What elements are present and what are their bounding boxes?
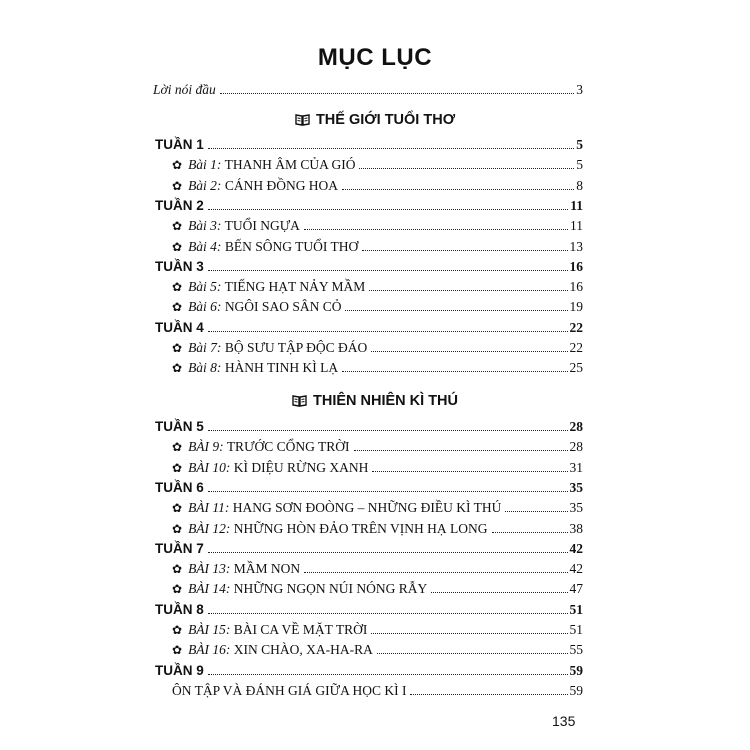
leader-dots [359,168,574,169]
page-ref: 5 [576,137,583,152]
lesson-title: BỘ SƯU TẬP ĐỘC ĐÁO [224,340,368,355]
entry-label [155,480,206,496]
toc-entry-lesson[interactable] [172,638,583,658]
leader-dots [377,653,568,654]
section-heading [0,393,750,411]
lesson-title: XIN CHÀO, XA-HA-RA [233,642,373,658]
page-ref: 47 [569,581,583,597]
entry-label [155,541,206,557]
toc-entry-lesson[interactable] [172,435,583,455]
leader-dots [371,633,567,634]
flower-bullet-icon: ✿ [172,341,183,355]
lesson-number: BÀI 9: [188,439,224,455]
week-label: TUẦN 2 [155,197,204,213]
page-ref: 28 [569,439,583,455]
toc-entry-week[interactable] [155,537,583,557]
entry-label [172,581,429,597]
leader-dots [345,310,567,311]
entry-label [172,683,408,699]
toc-entry-lesson[interactable] [172,214,583,234]
leader-dots [220,93,575,94]
lesson-title: TIẾNG HẠT NẢY MẦM [224,279,366,295]
page-ref: 8 [576,177,583,193]
entry-label [172,561,302,577]
flower-bullet-icon: ✿ [172,521,183,536]
lesson-number: BÀI 11: [188,500,230,516]
page-ref: 16 [569,279,583,295]
toc-entry-lesson[interactable] [172,235,583,255]
page-ref: 5 [576,157,583,173]
toc-entry-review[interactable] [172,679,583,699]
lesson-number: Bài 2: [188,177,222,193]
lesson-title: BẾN SÔNG TUỔI THƠ [224,238,359,254]
toc-entry-lesson[interactable] [172,153,583,173]
toc-entry-intro[interactable] [153,78,583,98]
page-ref: 16 [569,258,583,274]
lesson-title: NHỮNG HÒN ĐẢO TRÊN VỊNH HẠ LONG [233,520,488,536]
lesson-number: BÀI 15: [188,622,231,637]
leader-dots [208,674,568,675]
page-ref: 38 [569,520,583,536]
flower-bullet-icon: ✿ [172,643,183,658]
leader-dots [208,270,568,271]
entry-label [172,439,352,455]
lesson-number: Bài 1: [188,157,222,173]
flower-bullet-icon: ✿ [172,280,183,295]
page-ref: 35 [569,479,583,495]
toc-entry-lesson[interactable] [172,557,583,577]
entry-label [155,419,206,435]
leader-dots [342,371,567,372]
page-ref: 59 [569,682,583,698]
leader-dots [362,250,567,251]
leader-dots [304,229,568,230]
page-ref: 55 [569,642,583,658]
lesson-title: BÀI CA VỀ MẶT TRỜI [233,622,368,637]
leader-dots [342,189,574,190]
page-ref: 22 [569,340,583,355]
page-ref: 42 [569,561,583,577]
page-ref: 51 [569,622,583,637]
leader-dots [208,209,568,210]
lesson-number: BÀI 12: [188,520,231,536]
lesson-number: Bài 6: [188,299,222,315]
entry-label [172,218,302,234]
entry-label [155,198,206,214]
lesson-number: Bài 4: [188,238,222,254]
lesson-title: CÁNH ĐỒNG HOA [224,177,339,193]
open-book-icon [292,394,307,411]
flower-bullet-icon: ✿ [172,239,183,254]
leader-dots [492,532,568,533]
page-ref: 25 [569,360,583,376]
entry-label [172,360,340,376]
lesson-title: MẦM NON [233,561,301,577]
lesson-number: BÀI 16: [188,642,231,658]
section-title: THẾ GIỚI TUỔI THƠ [315,112,456,128]
entry-title: Lời nói đầu [153,82,216,97]
leader-dots [304,572,567,573]
lesson-number: Bài 3: [188,218,222,234]
entry-label [172,642,375,658]
toc-entry-lesson[interactable] [172,456,583,476]
toc-entry-week[interactable] [155,659,583,679]
flower-bullet-icon: ✿ [172,178,183,193]
leader-dots [208,331,568,332]
entry-label [172,279,367,295]
leader-dots [372,471,567,472]
page-ref: 59 [569,662,583,678]
flower-bullet-icon: ✿ [172,158,183,173]
lesson-number: BÀI 10: [188,459,231,475]
flower-bullet-icon: ✿ [172,623,183,637]
entry-label [155,320,206,336]
toc-entry-lesson[interactable] [172,336,583,356]
week-label: TUẦN 9 [155,662,204,678]
week-label: TUẦN 3 [155,258,204,274]
lesson-title: KÌ DIỆU RỪNG XANH [233,459,369,475]
entry-label [172,178,340,194]
entry-label [172,521,490,537]
toc-entry-lesson[interactable] [172,618,583,638]
lesson-title: HÀNH TINH KÌ LẠ [224,360,339,376]
week-label: TUẦN 5 [155,419,204,434]
week-label: TUẦN 8 [155,601,204,617]
leader-dots [369,290,567,291]
lesson-title: NHỮNG NGỌN NÚI NÓNG RẪY [233,581,428,597]
flower-bullet-icon: ✿ [172,361,183,376]
toc-entry-lesson[interactable] [172,174,583,194]
flower-bullet-icon: ✿ [172,460,183,475]
page-ref: 11 [570,197,583,213]
entry-label [172,299,343,315]
lesson-number: BÀI 14: [188,581,231,597]
page-ref: 13 [569,238,583,254]
leader-dots [371,351,567,352]
section-heading [0,112,750,130]
lesson-number: Bài 5: [188,279,222,295]
leader-dots [208,148,574,149]
week-label: TUẦN 4 [155,319,204,335]
entry-label [155,259,206,275]
entry-label [155,602,206,618]
lesson-title: TRƯỚC CỔNG TRỜI [226,439,350,455]
lesson-title: NGÔI SAO SÂN CỎ [224,299,342,315]
page-ref: 11 [570,218,583,234]
flower-bullet-icon: ✿ [172,501,183,516]
entry-label [153,82,218,98]
page-ref: 42 [569,540,583,556]
flower-bullet-icon: ✿ [172,440,183,455]
page-number: 135 [552,713,576,729]
toc-entry-lesson[interactable] [172,496,583,516]
leader-dots [208,613,568,614]
entry-label [172,460,370,476]
review-title: ÔN TẬP VÀ ĐÁNH GIÁ GIỮA HỌC KÌ I [172,682,407,698]
leader-dots [431,592,567,593]
section-title: THIÊN NHIÊN KÌ THÚ [313,393,458,409]
page-ref: 19 [569,299,583,315]
page-ref: 35 [569,500,583,516]
open-book-icon [295,113,310,130]
page-ref: 28 [569,419,583,434]
toc-entry-lesson[interactable] [172,275,583,295]
page-ref: 3 [576,82,583,97]
toc-entry-lesson[interactable] [172,295,583,315]
lesson-number: BÀI 13: [188,561,231,577]
week-label: TUẦN 1 [155,137,204,152]
week-label: TUẦN 6 [155,479,204,495]
entry-label [172,622,369,638]
toc-entry-week[interactable] [155,194,583,214]
entry-label [155,663,206,679]
toc-entry-week[interactable] [155,255,583,275]
toc-entry-week[interactable] [155,316,583,336]
lesson-number: Bài 7: [188,340,222,355]
week-label: TUẦN 7 [155,540,204,556]
lesson-title: TUỔI NGỰA [224,218,300,234]
flower-bullet-icon: ✿ [172,582,183,597]
entry-label [172,239,360,255]
entry-label [172,500,503,516]
page-title: MỤC LỤC [317,44,433,71]
flower-bullet-icon: ✿ [172,300,183,315]
flower-bullet-icon: ✿ [172,219,183,234]
toc-entry-lesson[interactable] [172,577,583,597]
entry-label [172,340,369,356]
leader-dots [208,491,568,492]
leader-dots [208,552,568,553]
entry-label [155,137,206,153]
toc-entry-week[interactable] [155,415,583,435]
toc-entry-lesson[interactable] [172,517,583,537]
page-ref: 22 [569,319,583,335]
leader-dots [354,450,568,451]
toc-entry-lesson[interactable] [172,356,583,376]
page-ref: 31 [569,459,583,475]
flower-bullet-icon: ✿ [172,562,183,577]
lesson-title: THANH ÂM CỦA GIÓ [224,157,356,173]
lesson-number: Bài 8: [188,360,222,376]
toc-entry-week[interactable] [155,598,583,618]
lesson-title: HANG SƠN ĐOÒNG – NHỮNG ĐIỀU KÌ THÚ [232,500,502,516]
toc-entry-week[interactable] [155,133,583,153]
leader-dots [208,430,568,431]
leader-dots [505,511,567,512]
page-ref: 51 [569,601,583,617]
toc-entry-week[interactable] [155,476,583,496]
entry-label [172,157,357,173]
leader-dots [410,694,567,695]
